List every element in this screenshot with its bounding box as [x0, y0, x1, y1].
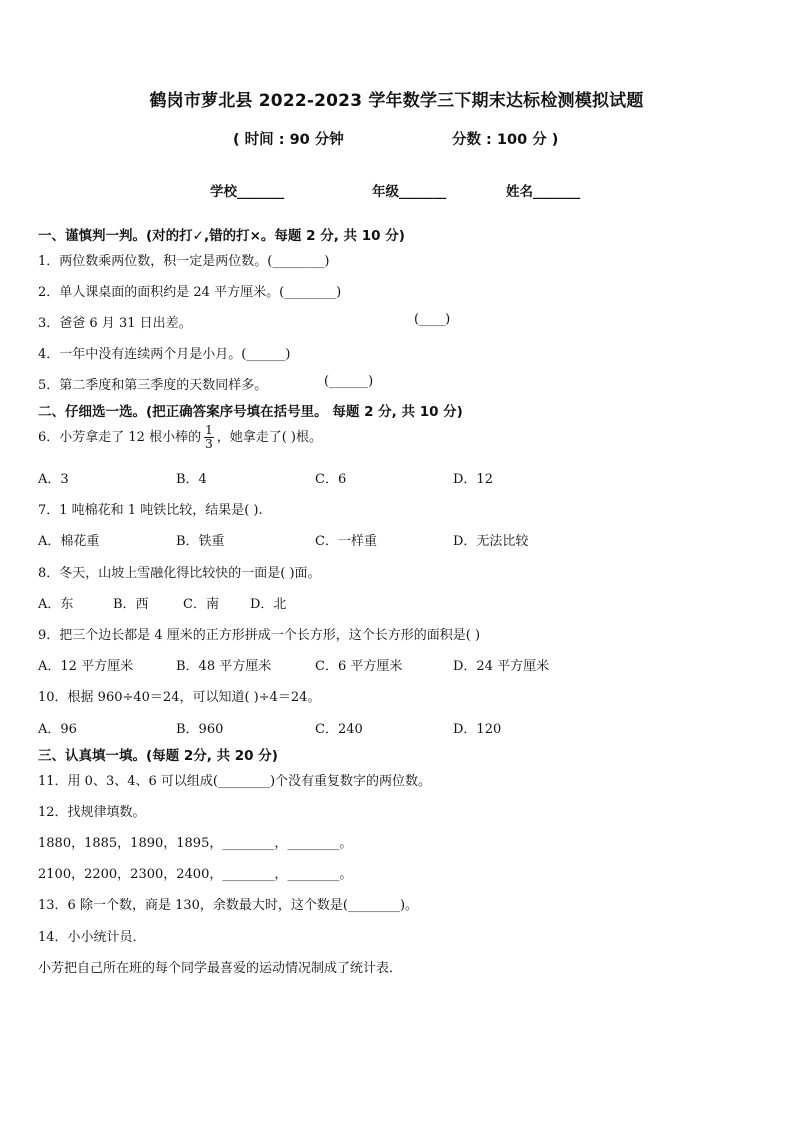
question-6	[38, 424, 322, 451]
q6-option-a: A．3	[38, 472, 69, 487]
question-12-sequence-2: 2100，2200，2300，2400，________，________。	[38, 867, 353, 882]
question-9: 9．把三个边长都是 4 厘米的正方形拼成一个长方形，这个长方形的面积是( )	[38, 628, 481, 643]
q6-option-d: D．12	[453, 472, 493, 487]
q6-option-b: B．4	[176, 472, 207, 487]
q7-option-b: B．铁重	[176, 534, 225, 549]
question-4: 4．一年中没有连续两个月是小月。(______)	[38, 347, 291, 362]
fraction-denominator: 3	[205, 437, 213, 451]
q6-option-c: C．6	[315, 472, 347, 487]
question-5: 5．第二季度和第三季度的天数同样多。	[38, 378, 268, 393]
question-1: 1．两位数乘两位数，积一定是两位数。(________)	[38, 254, 330, 269]
exam-score: 分数 : 100 分 )	[452, 132, 559, 148]
q9-option-d: D．24 平方厘米	[453, 659, 550, 674]
q8-option-c: C．南	[183, 597, 219, 612]
question-12: 12．找规律填数。	[38, 805, 146, 820]
fraction-one-third	[204, 424, 214, 451]
grade-field: 年级_______	[372, 184, 447, 200]
question-3: 3．爸爸 6 月 31 日出差。	[38, 316, 192, 331]
question-13: 13．6 除一个数，商是 130，余数最大时，这个数是(________)。	[38, 898, 419, 913]
q7-option-d: D．无法比较	[453, 534, 529, 549]
question-12-sequence-1: 1880，1885，1890，1895，________，________。	[38, 836, 353, 851]
q10-option-d: D．120	[453, 722, 502, 737]
q8-option-b: B．西	[113, 597, 149, 612]
question-3-blank: (____)	[414, 312, 451, 327]
q9-option-c: C．6 平方厘米	[315, 659, 403, 674]
q10-option-c: C．240	[315, 722, 363, 737]
q9-option-a: A．12 平方厘米	[38, 659, 134, 674]
section-1-heading: 一、谨慎判一判。(对的打✓,错的打×。每题 2 分, 共 10 分)	[38, 228, 405, 244]
fraction-numerator: 1	[205, 423, 213, 437]
school-field: 学校_______	[210, 184, 285, 200]
question-6-text-before: 6．小芳拿走了 12 根小棒的	[38, 430, 202, 445]
question-11: 11．用 0、3、4、6 可以组成(________)个没有重复数字的两位数。	[38, 774, 432, 789]
question-8: 8．冬天，山坡上雪融化得比较快的一面是( )面。	[38, 566, 321, 581]
q10-option-a: A．96	[38, 722, 77, 737]
question-7: 7．1 吨棉花和 1 吨铁比较，结果是( ).	[38, 503, 263, 518]
q8-option-a: A．东	[38, 597, 74, 612]
q9-option-b: B．48 平方厘米	[176, 659, 272, 674]
q10-option-b: B．960	[176, 722, 224, 737]
section-2-heading: 二、仔细选一选。(把正确答案序号填在括号里。 每题 2 分, 共 10 分)	[38, 404, 463, 420]
question-2: 2．单人课桌面的面积约是 24 平方厘米。(________)	[38, 285, 342, 300]
question-14: 14．小小统计员．	[38, 930, 146, 945]
q8-option-d: D．北	[250, 597, 287, 612]
question-6-text-after: ，她拿走了( )根。	[216, 430, 322, 445]
question-5-blank: (______)	[324, 374, 374, 389]
question-14-description: 小芳把自己所在班的每个同学最喜爱的运动情况制成了统计表．	[38, 961, 403, 976]
page-title: 鹤岗市萝北县 2022-2023 学年数学三下期末达标检测模拟试题	[149, 91, 644, 111]
q7-option-a: A．棉花重	[38, 534, 100, 549]
question-10: 10．根据 960÷40＝24，可以知道( )÷4＝24。	[38, 690, 321, 705]
name-field: 姓名_______	[506, 184, 581, 200]
exam-time: ( 时间 : 90 分钟	[233, 132, 344, 148]
q7-option-c: C．一样重	[315, 534, 377, 549]
section-3-heading: 三、认真填一填。(每题 2分, 共 20 分)	[38, 748, 278, 764]
